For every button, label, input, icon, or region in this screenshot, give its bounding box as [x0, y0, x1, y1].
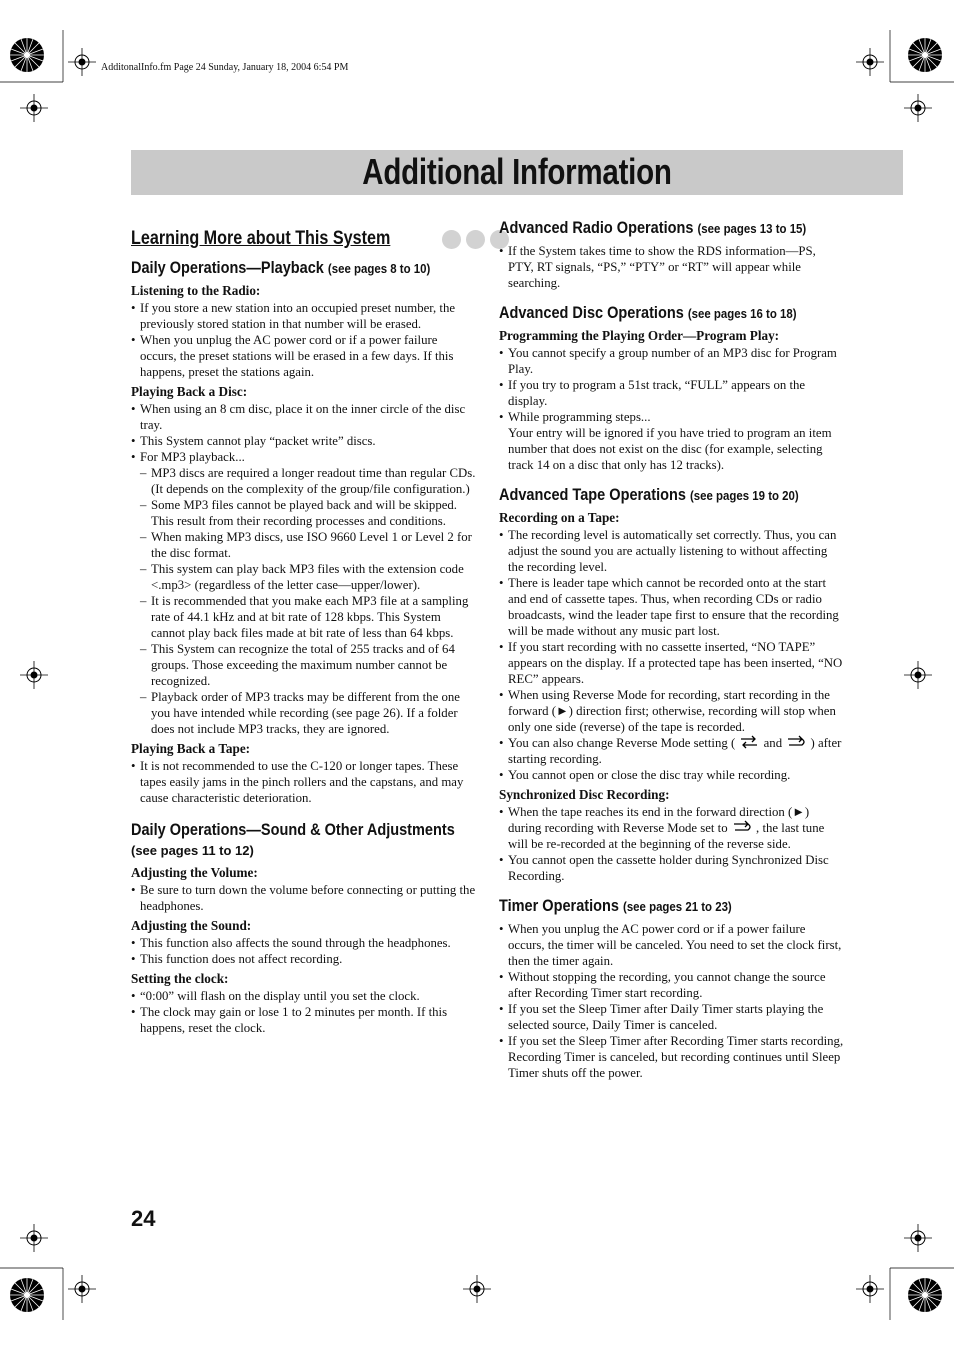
list-item: – Playback order of MP3 tracks may be different from the one you have intended while recording (see page 26). If a folder does not include MP3 tracks, they are ignored.	[131, 689, 476, 737]
list-item: • When you unplug the AC power cord or if a power failure occurs, the timer will be canceled. You need to set the clock first, then the timer again.	[499, 921, 844, 969]
list-item: – This system can play back MP3 files with the extension code <.mp3> (regardless of the letter case—upper/lower).	[131, 561, 476, 593]
recording-list	[499, 527, 844, 783]
reverse-mode-icon	[731, 820, 753, 834]
list-item: • It is not recommended to use the C-120 or longer tapes. These tapes easily jams in the pinch rollers and the capstans, and may cause characteristic deterioration.	[131, 758, 476, 806]
list-item: • You can also change Reverse Mode setting ( and ) after starting recording.	[499, 735, 844, 767]
adv-tape-heading: Advanced Tape Operations (see pages 19 to 20)	[499, 486, 799, 504]
radio-list	[131, 300, 476, 380]
sync-subheading: Synchronized Disc Recording:	[499, 787, 670, 802]
list-item: • When the tape reaches its end in the forward direction (►) during recording with Reverse Mode set to , the last tune will be re-recorded at the beginning of the reverse side.	[499, 804, 844, 852]
learning-heading: Learning More about This System	[131, 228, 476, 250]
list-item: • If you set the Sleep Timer after Daily Timer starts playing the selected source, Daily Timer is canceled.	[499, 1001, 844, 1033]
list-item: • The recording level is automatically set correctly. Thus, you can adjust the sound you are actually listening to without affecting the recording level.	[499, 527, 844, 575]
radio-subheading: Listening to the Radio:	[131, 283, 261, 298]
adv-radio-heading: Advanced Radio Operations (see pages 13 to 15)	[499, 219, 807, 237]
list-item: • “0:00” will flash on the display until you set the clock.	[131, 988, 476, 1004]
program-subheading: Programming the Playing Order—Program Play:	[499, 328, 780, 343]
sound-subheading: Adjusting the Sound:	[131, 918, 252, 933]
clock-list	[131, 988, 476, 1036]
list-item: • Without stopping the recording, you cannot change the source after Recording Timer start recording.	[499, 969, 844, 1001]
disc-list	[131, 401, 476, 737]
file-info-header: AdditonalInfo.fm Page 24 Sunday, January 18, 2004 6:54 PM	[101, 62, 349, 73]
tape-list	[131, 758, 476, 806]
list-item: – MP3 discs are required a longer readout time than regular CDs. (It depends on the complexity of the group/file configuration.)	[131, 465, 476, 497]
list-item: • You cannot open the cassette holder during Synchronized Disc Recording.	[499, 852, 844, 884]
list-item: • For MP3 playback...	[131, 449, 476, 465]
list-item: – This System can recognize the total of 255 tracks and of 64 groups. Those exceeding the maximum number cannot be recognized.	[131, 641, 476, 689]
list-item: • If the System takes time to show the RDS information—PS, PTY, RT signals, “PS,” “PTY” or “RT” will appear while searching.	[499, 243, 844, 291]
timer-list	[499, 921, 844, 1081]
daily-playback-heading: Daily Operations—Playback (see pages 8 to 10)	[131, 259, 431, 277]
reverse-loop-icon	[738, 735, 760, 749]
list-item: • You cannot open or close the disc tray while recording.	[499, 767, 844, 783]
page-title: Additional Information	[362, 151, 672, 192]
list-item: • There is leader tape which cannot be recorded onto at the start and end of cassette tapes. Thus, when recording CDs or radio broadcasts, wind the leader tape first to ensure that the recording will be made without any music part lost.	[499, 575, 844, 639]
disc-subheading: Playing Back a Disc:	[131, 384, 248, 399]
program-list	[499, 345, 844, 473]
clock-subheading: Setting the clock:	[131, 971, 229, 986]
list-item: • You cannot specify a group number of an MP3 disc for Program Play.	[499, 345, 844, 377]
list-item: • If you store a new station into an occupied preset number, the previously stored station in that number will be erased.	[131, 300, 476, 332]
list-item: • When using Reverse Mode for recording, start recording in the forward (►) direction first; otherwise, recording will stop when only one side (reverse) of the tape is recorded.	[499, 687, 844, 735]
list-item: • While programming steps...	[499, 409, 844, 425]
list-item: – Some MP3 files cannot be played back and will be skipped. This result from their recording processes and conditions.	[131, 497, 476, 529]
reverse-loop-end-icon	[785, 735, 807, 749]
list-item: • If you set the Sleep Timer after Recording Timer starts recording, Recording Timer is canceled, but recording continues until Sleep Timer shuts off the power.	[499, 1033, 844, 1081]
list-item: • If you try to program a 51st track, “FULL” appears on the display.	[499, 377, 844, 409]
list-item: • Be sure to turn down the volume before connecting or putting the headphones.	[131, 882, 476, 914]
volume-subheading: Adjusting the Volume:	[131, 865, 258, 880]
sound-list	[131, 935, 476, 967]
volume-list	[131, 882, 476, 914]
adv-radio-list	[499, 243, 844, 291]
list-item: • When using an 8 cm disc, place it on the inner circle of the disc tray.	[131, 401, 476, 433]
timer-heading: Timer Operations (see pages 21 to 23)	[499, 897, 732, 915]
daily-sound-heading: Daily Operations—Sound & Other Adjustments (see pages 11 to 12)	[131, 821, 455, 858]
recording-subheading: Recording on a Tape:	[499, 510, 620, 525]
adv-disc-heading: Advanced Disc Operations (see pages 16 to 18)	[499, 304, 797, 322]
sync-list	[499, 804, 844, 884]
page-number: 24	[131, 1206, 156, 1231]
right-column	[499, 218, 844, 1081]
list-item: • This function does not affect recording.	[131, 951, 476, 967]
list-item: Your entry will be ignored if you have tried to program an item number that does not exist on the disc (for example, selecting track 14 on a disc that only has 12 tracks).	[508, 426, 832, 472]
title-bar	[131, 150, 903, 195]
list-item: • This function also affects the sound through the headphones.	[131, 935, 476, 951]
list-item: – It is recommended that you make each MP3 file at a sampling rate of 44.1 kHz and at bit rate of 128 kbps. This System cannot play back files made at bit rate of less than 64 kbps.	[131, 593, 476, 641]
list-item: • When you unplug the AC power cord or if a power failure occurs, the preset stations will be erased in a few days. If this happens, preset the stations again.	[131, 332, 476, 380]
left-column	[131, 222, 476, 1036]
list-item: • If you start recording with no cassette inserted, “NO TAPE” appears on the display. If a protected tape has been inserted, “NO REC” appears.	[499, 639, 844, 687]
list-item: • This System cannot play “packet write” discs.	[131, 433, 476, 449]
tape-subheading: Playing Back a Tape:	[131, 741, 251, 756]
list-item: • The clock may gain or lose 1 to 2 minutes per month. If this happens, reset the clock.	[131, 1004, 476, 1036]
list-item: – When making MP3 discs, use ISO 9660 Level 1 or Level 2 for the disc format.	[131, 529, 476, 561]
